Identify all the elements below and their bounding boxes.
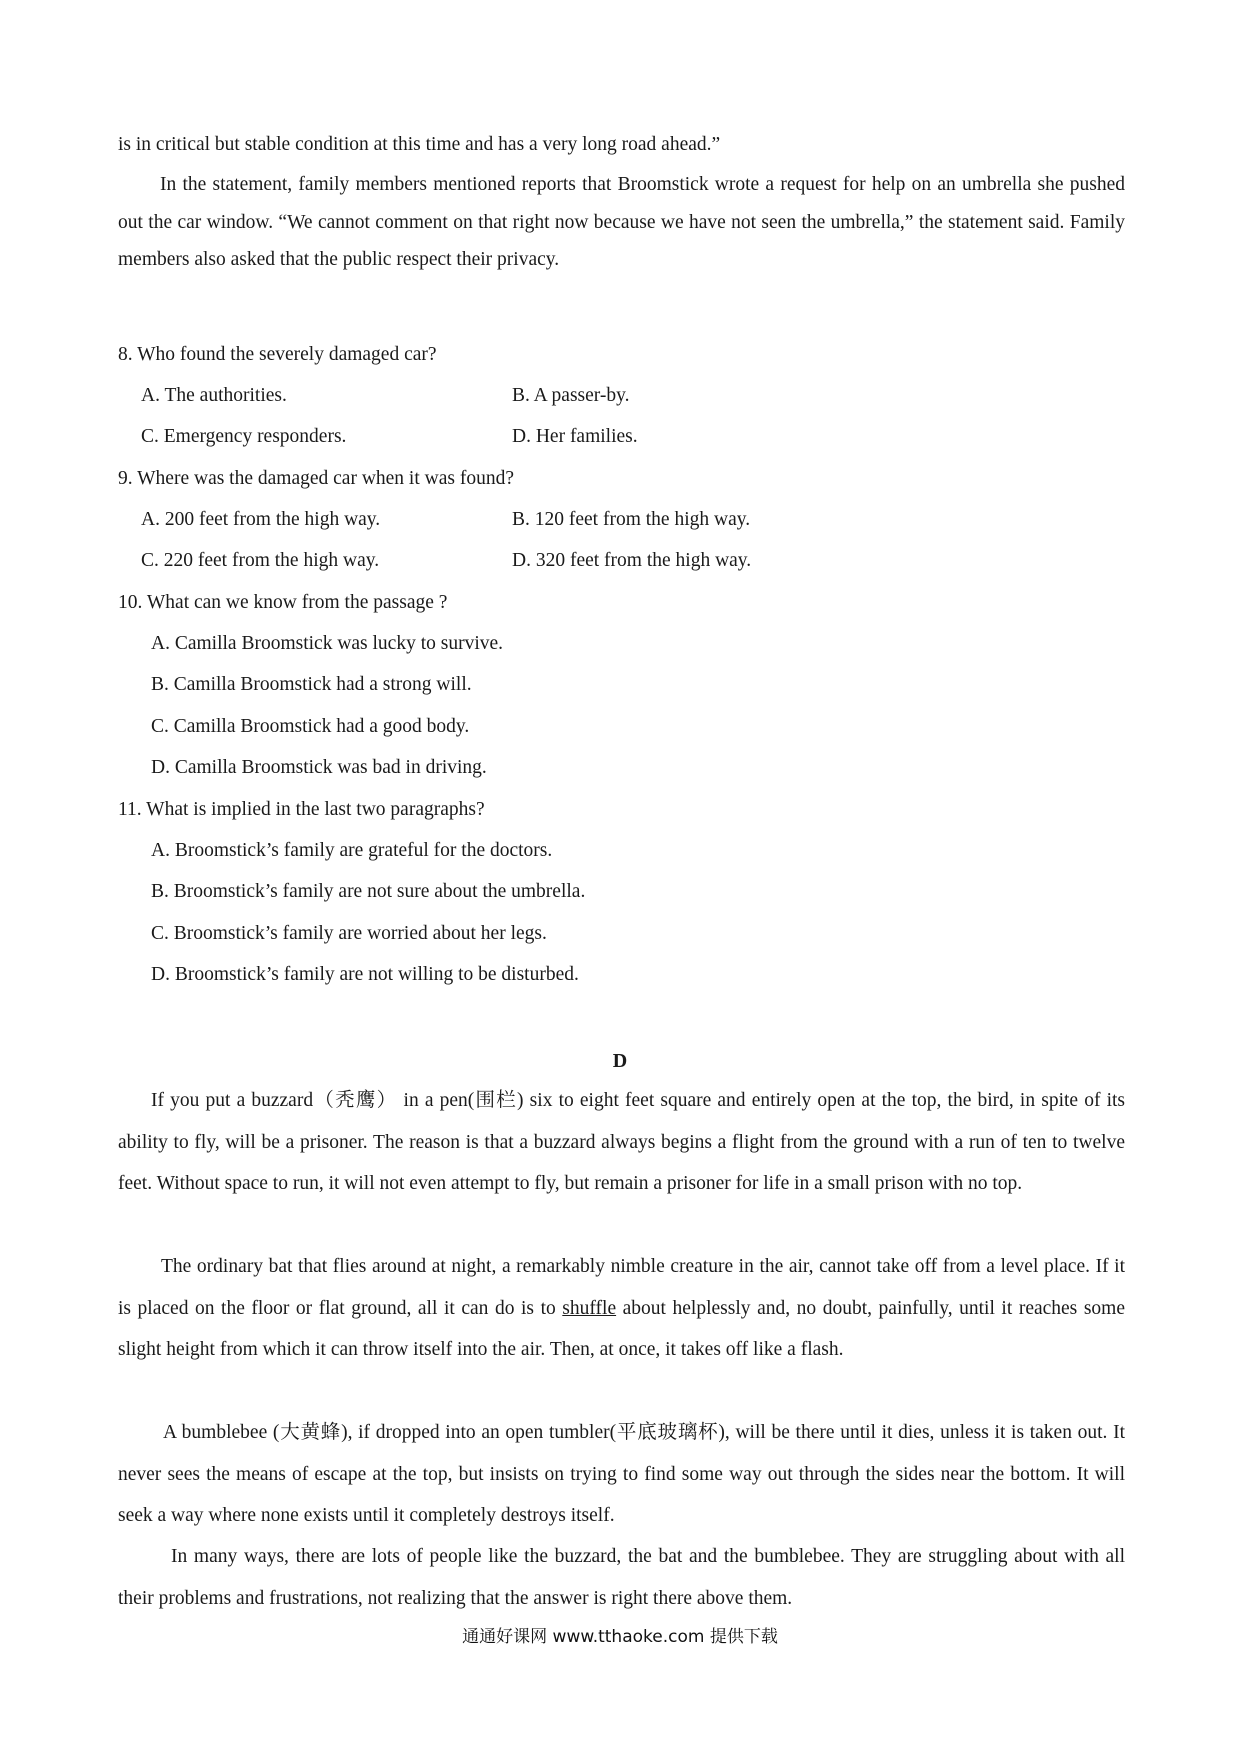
question-11-option-b: B. Broomstick’s family are not sure about the umbrella. [151,881,586,902]
section-heading: D [612,1050,628,1072]
question-11-option-d: D. Broomstick’s family are not willing to be disturbed. [151,964,579,985]
question-9-option-d: D. 320 feet from the high way. [512,550,752,571]
question-11-option-a: A. Broomstick’s family are grateful for the doctors. [151,840,553,861]
page-footer: 通通好课网 www.tthaoke.com 提供下载 [462,1627,778,1647]
question-8-stem: 8. Who found the severely damaged car? [118,344,437,365]
question-8-option-a: A. The authorities. [141,385,287,406]
question-9-option-b: B. 120 feet from the high way. [512,509,751,530]
underlined-word-shuffle: shuffle [562,1297,617,1319]
question-10-stem: 10. What can we know from the passage ? [118,592,448,613]
question-10-option-a: A. Camilla Broomstick was lucky to survive. [151,633,504,654]
question-9-option-c: C. 220 feet from the high way. [141,550,380,571]
question-8-option-d: D. Her families. [512,426,638,447]
passage-d-paragraph-1: If you put a buzzard（秃鹰） in a pen(围栏) six to eight feet square and entirely open at the top, the bird, in spite of its ability to fly, will be a prisoner. The reason is that a buzzard always begins a flight from the ground with a run of ten to twelve feet. Without space to run, it will not even attempt to fly, but remain a prisoner for life in a small prison with no top. [118,1090,1125,1194]
passage-d-paragraph-3: A bumblebee (大黄蜂), if dropped into an open tumbler(平底玻璃杯), will be there until it dies, unless it is taken out. It never sees the means of escape at the top, but insists on trying to find some way out through the sides near the bottom. It will seek a way where none exists until it completely destroys itself. [118,1422,1125,1526]
question-8-option-b: B. A passer-by. [512,385,630,406]
passage-d-paragraph-4: In many ways, there are lots of people like the buzzard, the bat and the bumblebee. They are struggling about with all their problems and frustrations, not realizing that the answer is right there above them. [118,1546,1125,1609]
question-9-option-a: A. 200 feet from the high way. [141,509,381,530]
passage-d-paragraph-2 [118,1246,1125,1371]
question-8-option-c: C. Emergency responders. [141,426,347,447]
question-10-option-d: D. Camilla Broomstick was bad in driving. [151,757,487,778]
passage-c-last-line: is in critical but stable condition at this time and has a very long road ahead.” [118,134,721,155]
question-10-option-c: C. Camilla Broomstick had a good body. [151,716,470,737]
question-10-option-b: B. Camilla Broomstick had a strong will. [151,674,472,695]
question-11-stem: 11. What is implied in the last two paragraphs? [118,799,485,820]
paragraph-2-text-end: about helplessly and, no doubt, painfully, until it reaches some slight height from which it can throw itself into the air. Then, at once, it takes off like a flash. [118,1297,1125,1360]
question-11-option-c: C. Broomstick’s family are worried about her legs. [151,923,547,944]
paragraph-2-text-start: The ordinary bat that flies around at night, a remarkably nimble creature in the air, cannot take off from a level place. If it is placed on the floor or flat ground, all it can do is to [118,1256,1125,1319]
question-9-stem: 9. Where was the damaged car when it was found? [118,468,514,489]
passage-c-paragraph: In the statement, family members mentioned reports that Broomstick wrote a request for help on an umbrella she pushed out the car window. “We cannot comment on that right now because we have not seen the umbrella,” the statement said. Family members also asked that the public respect their privacy. [118,174,1125,270]
